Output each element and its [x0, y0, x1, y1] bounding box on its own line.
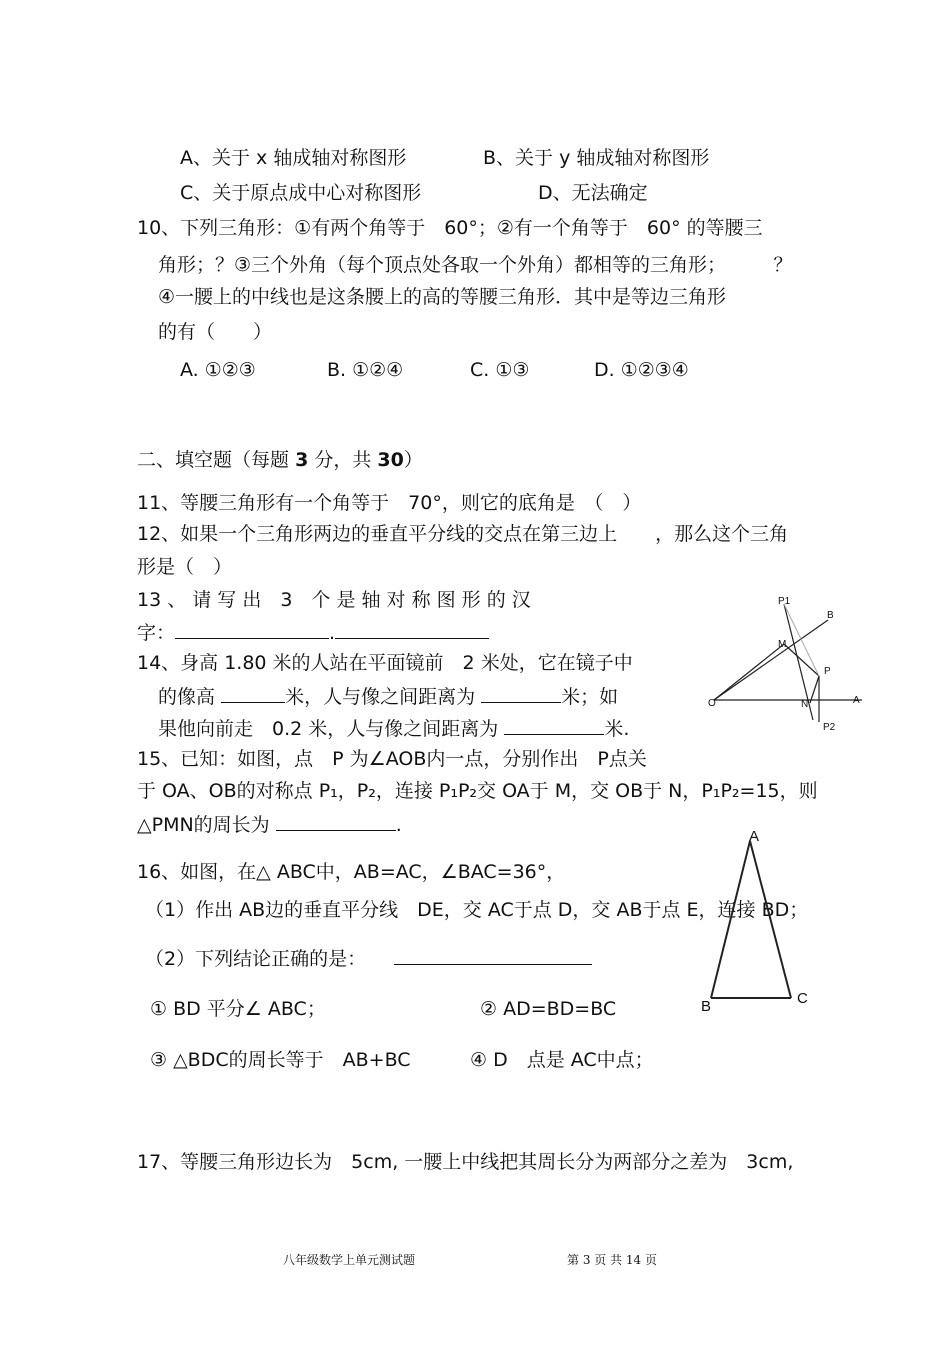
q16-option-3: ③ △BDC的周长等于 AB+BC — [150, 1049, 411, 1071]
q17-text: 17、等腰三角形边长为 5cm, 一腰上中线把其周长分为两部分之差为 3cm, — [137, 1151, 794, 1173]
q16-line-3 — [145, 946, 592, 971]
side-ab — [711, 841, 750, 998]
segment-p1p2 — [784, 604, 813, 720]
figure-q15 — [700, 590, 870, 740]
q14-blank-1[interactable] — [221, 684, 285, 703]
label-p: P — [824, 666, 831, 677]
q15-dot: . — [395, 814, 402, 836]
q13-line-1: 13 、 请 写 出 3 个 是 轴 对 称 图 形 的 汉 — [137, 589, 531, 611]
q14-text-a: 的像高 — [158, 686, 216, 708]
section-score: 3 — [295, 449, 309, 471]
q14-line-3 — [158, 716, 629, 741]
q16-option-2: ② AD=BD=BC — [480, 998, 617, 1020]
footer-page-number: 第 3 页 共 14 页 — [567, 1253, 657, 1267]
q14-text-d: 果他向前走 0.2 米，人与像之间距离为 — [158, 718, 499, 740]
q15-blank[interactable] — [276, 812, 396, 831]
q9-option-c: C、关于原点成中心对称图形 — [180, 182, 422, 204]
label-b: B — [827, 610, 834, 621]
q14-text-e: 米. — [604, 718, 630, 740]
q10-line-1: 10、下列三角形：①有两个角等于 60°；②有一个角等于 60° 的等腰三 — [137, 217, 763, 239]
q13-dot: . — [329, 622, 336, 644]
q14-blank-3[interactable] — [504, 716, 604, 735]
q14-line-1: 14、身高 1.80 米的人站在平面镜前 2 米处，它在镜子中 — [137, 652, 633, 674]
section-title-mid: 分，共 — [314, 449, 372, 471]
label-m: M — [778, 639, 787, 650]
figure-q16 — [695, 825, 825, 1020]
footer-title: 八年级数学上单元测试题 — [283, 1253, 416, 1267]
q10-option-d: D. ①②③④ — [594, 359, 689, 381]
q11-text: 11、等腰三角形有一个角等于 70°，则它的底角是 （ ） — [137, 492, 642, 514]
q13-prefix: 字： — [137, 622, 176, 644]
q14-text-b: 米，人与像之间距离为 — [285, 686, 476, 708]
segment-p1p — [784, 604, 819, 676]
q15-line-1: 15、已知：如图，点 P 为∠AOB内一点，分别作出 P点关 — [137, 748, 647, 770]
q14-line-2 — [158, 684, 618, 709]
q14-blank-2[interactable] — [481, 684, 561, 703]
q16-line-2: （1）作出 AB边的垂直平分线 DE，交 AC于点 D，交 AB于点 E，连接 BD； — [145, 899, 809, 921]
q9-option-a: A、关于 x 轴成轴对称图形 — [180, 147, 407, 169]
q15-text-a: △PMN的周长为 — [137, 814, 270, 836]
segment-mp — [784, 644, 819, 676]
q10-option-a: A. ①②③ — [180, 359, 256, 381]
segment-pn — [810, 676, 819, 703]
q10-option-c: C. ①③ — [470, 359, 530, 381]
q15-line-2: 于 OA、OB的对称点 P₁，P₂，连接 P₁P₂交 OA于 M，交 OB于 N，P₁P₂=15，则 — [137, 780, 818, 802]
q16-option-1: ① BD 平分∠ ABC； — [150, 998, 326, 1020]
q10-option-b: B. ①②④ — [327, 359, 404, 381]
q16-text: （2）下列结论正确的是： — [145, 948, 367, 970]
q13-line-2 — [137, 620, 489, 645]
label-p1: P1 — [778, 596, 791, 607]
q9-option-b: B、关于 y 轴成轴对称图形 — [483, 147, 710, 169]
section-title-prefix: 二、填空题（每题 — [137, 449, 290, 471]
q16-blank[interactable] — [394, 946, 592, 965]
q9-option-d: D、无法确定 — [538, 182, 648, 204]
section-title-suffix: ） — [403, 449, 423, 471]
q13-blank-1[interactable] — [175, 620, 329, 639]
section-total: 30 — [377, 449, 404, 471]
q16-line-1: 16、如图，在△ ABC中，AB=AC，∠BAC=36°， — [137, 861, 566, 883]
q13-blank-2[interactable] — [335, 620, 489, 639]
side-ac — [750, 841, 791, 998]
q10-line-3: ④一腰上的中线也是这条腰上的高的等腰三角形．其中是等边三角形 — [158, 286, 727, 308]
q10-line-4: 的有（ ） — [158, 321, 273, 343]
section-heading — [137, 448, 423, 472]
q12-line-1: 12、如果一个三角形两边的垂直平分线的交点在第三边上 ，那么这个三角 — [137, 523, 789, 545]
label-n: N — [801, 699, 809, 710]
label-o: O — [708, 698, 716, 709]
label-b: B — [701, 998, 712, 1015]
label-p2: P2 — [823, 722, 836, 733]
label-c: C — [797, 990, 808, 1007]
q14-text-c: 米；如 — [561, 686, 619, 708]
q12-line-2: 形是（ ） — [137, 556, 233, 578]
q16-option-4: ④ D 点是 AC中点； — [470, 1049, 654, 1071]
label-a: A — [853, 695, 860, 706]
q15-line-3 — [137, 812, 402, 837]
segment-om — [714, 644, 784, 700]
label-a: A — [749, 828, 760, 845]
q10-line-2: 角形；？③三个外角（每个顶点处各取一个外角）都相等的三角形； ？ — [158, 254, 793, 276]
